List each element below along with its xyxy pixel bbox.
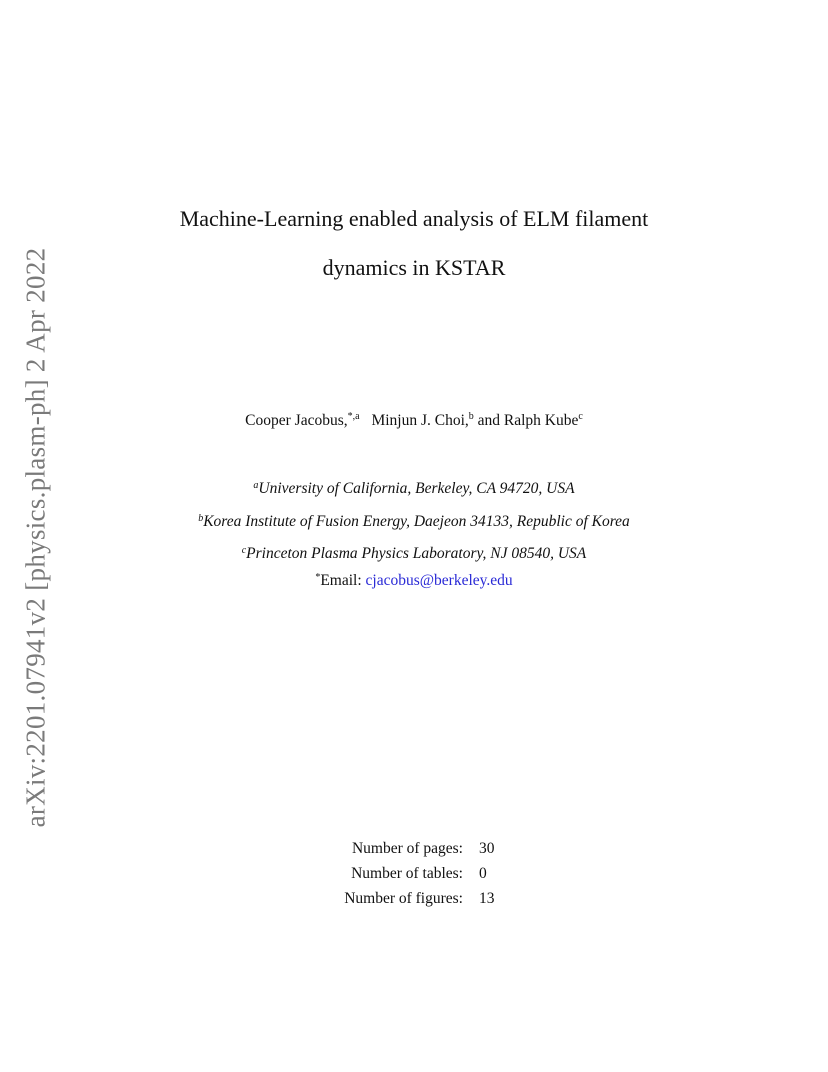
stat-row-tables: [300, 863, 495, 888]
affiliation-a-mark: a: [253, 480, 259, 491]
email-label: Email:: [320, 572, 362, 589]
manuscript-stats: [300, 838, 495, 913]
affiliation-c-mark: c: [241, 545, 247, 556]
author-list: [100, 412, 728, 430]
stat-label: Number of pages:: [351, 839, 463, 857]
paper-title: [100, 194, 728, 292]
author-1: Cooper Jacobus,$^{*,a}$: [245, 411, 360, 429]
stat-label: Number of figures:: [344, 889, 463, 907]
author-2: Minjun J. Choi,$^b$: [371, 411, 474, 429]
author-2-mark: b: [468, 411, 474, 422]
stat-row-pages: [300, 838, 495, 863]
stat-value: 0: [479, 864, 487, 882]
affiliation-a-text: University of California, Berkeley, CA 94720, USA: [258, 480, 575, 497]
stat-row-figures: [300, 888, 495, 913]
title-line-1: Machine-Learning enabled analysis of ELM filament: [179, 206, 649, 231]
title-line-2: dynamics in KSTAR: [322, 255, 506, 280]
stat-label: Number of tables:: [351, 864, 463, 882]
affiliation-c: [80, 545, 748, 563]
email-mark: *: [315, 572, 321, 583]
author-3: and Ralph Kube$^c$: [477, 411, 583, 429]
corresponding-email: [80, 572, 748, 590]
affiliation-b-text: Korea Institute of Fusion Energy, Daejeon 34133, Republic of Korea: [203, 513, 630, 530]
affiliation-c-text: Princeton Plasma Physics Laboratory, NJ 08540, USA: [246, 545, 587, 562]
affiliation-b-mark: b: [198, 513, 204, 524]
author-3-mark: c: [578, 411, 583, 422]
affiliation-a: [80, 480, 748, 498]
affiliation-b: [80, 513, 748, 531]
stat-value: 30: [479, 839, 495, 857]
author-1-mark: *,a: [347, 411, 360, 422]
arxiv-identifier: arXiv:2201.07941v2 [physics.plasm-ph] 2 Apr 2022: [20, 247, 51, 828]
stat-value: 13: [479, 889, 495, 907]
email-link[interactable]: cjacobus@berkeley.edu: [365, 572, 513, 589]
arxiv-stamp: [16, 245, 56, 830]
